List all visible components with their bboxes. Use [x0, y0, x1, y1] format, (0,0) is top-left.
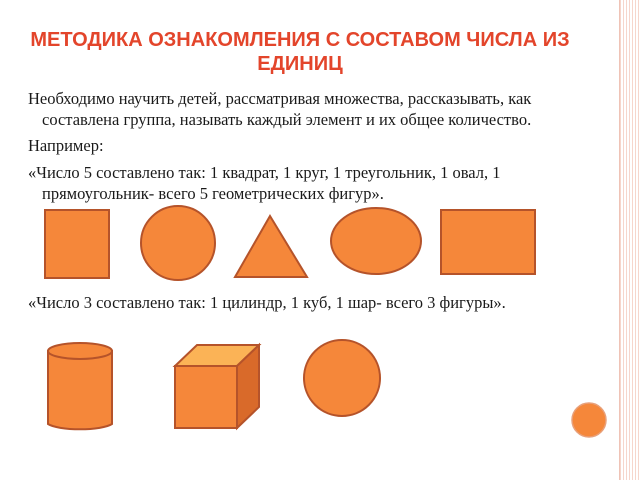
example-five-text: «Число 5 составлено так: 1 квадрат, 1 круг, 1 треугольник, 1 овал, 1 прямоугольник- всего 5 геометрических фигур». [28, 163, 501, 203]
example-three-text: «Число 3 составлено так: 1 цилиндр, 1 куб, 1 шар- всего 3 фигуры». [28, 293, 506, 312]
decorative-circle [572, 403, 606, 437]
intro-paragraph: Необходимо научить детей, рассматривая множества, рассказывать, как составлена группа, называть каждый элемент и их общее количество. [28, 89, 532, 129]
cube-shape [175, 345, 259, 428]
example-label: Например: [28, 136, 104, 155]
sphere-shape [304, 340, 380, 416]
square-shape [45, 210, 109, 278]
oval-shape [331, 208, 421, 274]
triangle-shape [235, 216, 307, 277]
rectangle-shape [441, 210, 535, 274]
circle-shape [141, 206, 215, 280]
slide-title: МЕТОДИКА ОЗНАКОМЛЕНИЯ С СОСТАВОМ ЧИСЛА ИЗ ЕДИНИЦ [30, 29, 570, 75]
cylinder-shape [48, 343, 112, 429]
